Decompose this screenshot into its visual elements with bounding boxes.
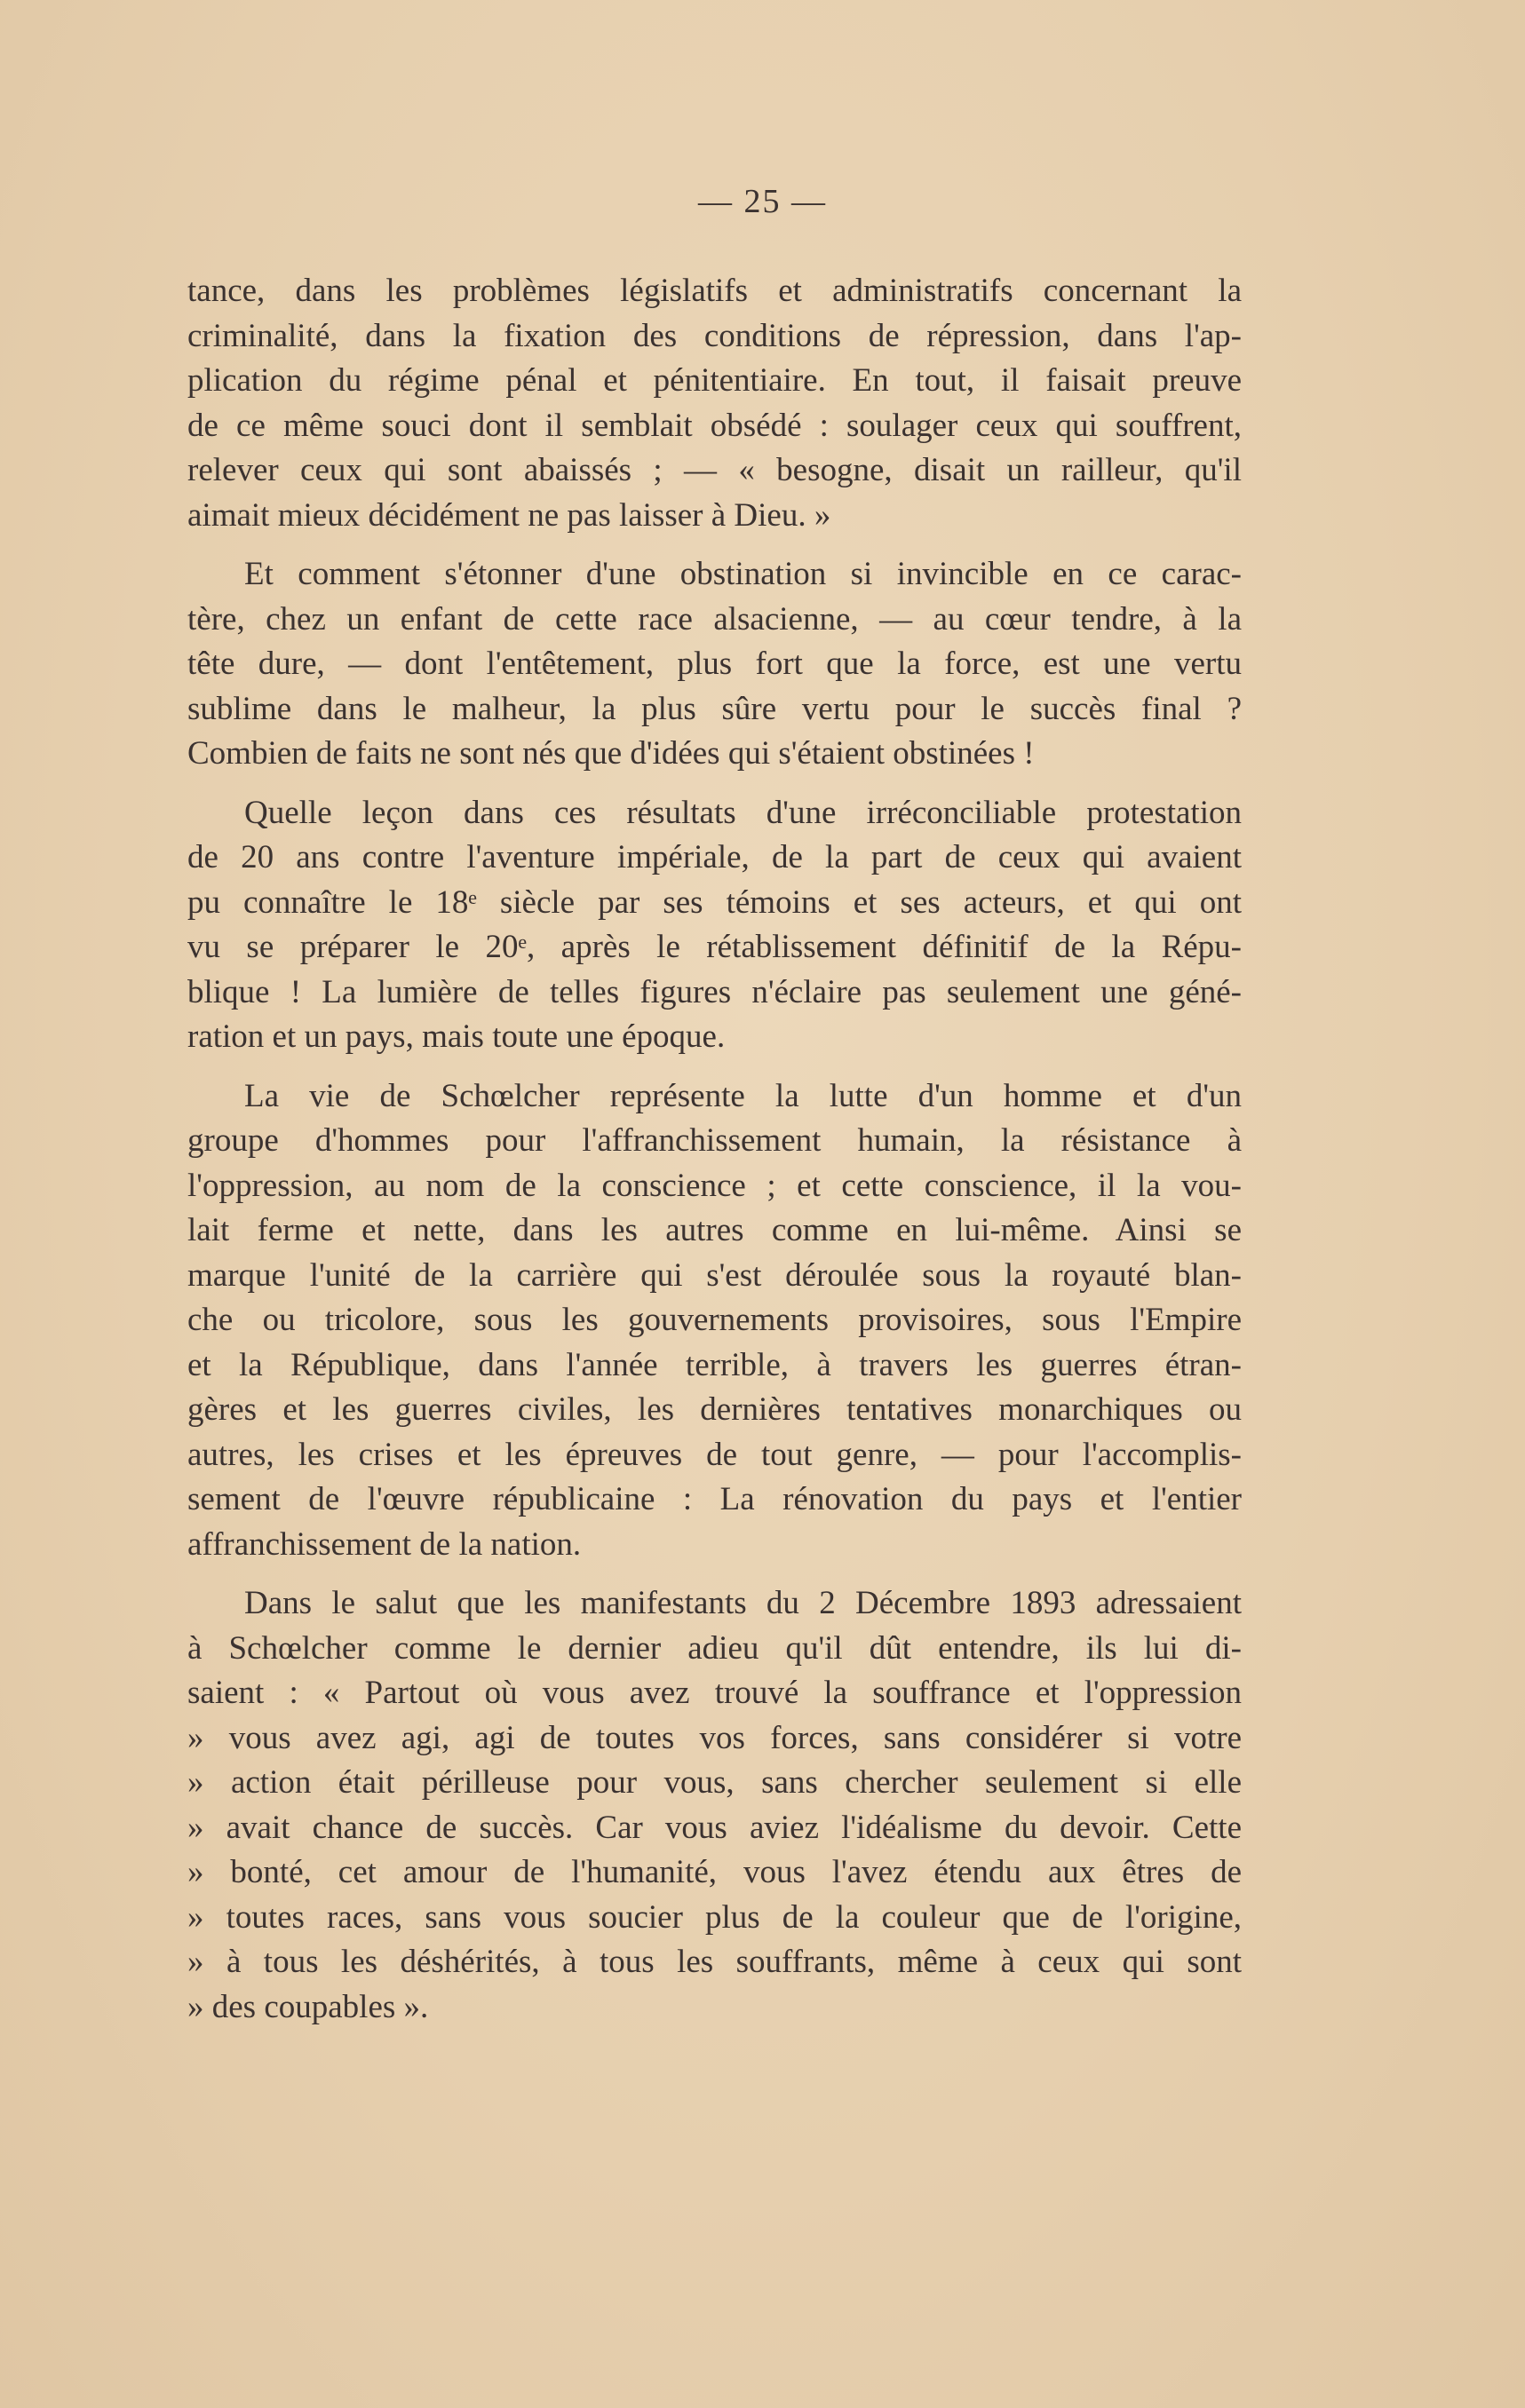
- text-line: Quelle leçon dans ces résultats d'une irréconciliable protestation: [244, 794, 1242, 831]
- page-number: — 25 —: [698, 183, 827, 220]
- text-line: relever ceux qui sont abaissés ; — « besogne, disait un railleur, qu'il: [187, 452, 1242, 488]
- text-line: saient : « Partout où vous avez trouvé la souffrance et l'oppression: [187, 1675, 1242, 1711]
- text-line: ration et un pays, mais toute une époque.: [187, 1018, 726, 1055]
- text-line: et la République, dans l'année terrible, à travers les guerres étran-: [187, 1346, 1242, 1383]
- text-line: » avait chance de succès. Car vous aviez l'idéalisme du devoir. Cette: [187, 1809, 1242, 1846]
- text-line: plication du régime pénal et pénitentiaire. En tout, il faisait preuve: [187, 362, 1242, 399]
- paragraph: [187, 791, 1242, 1060]
- text-line: de 20 ans contre l'aventure impériale, de la part de ceux qui avaient: [187, 839, 1242, 875]
- text-line: gères et les guerres civiles, les dernières tentatives monarchiques ou: [187, 1391, 1242, 1428]
- text-line: l'oppression, au nom de la conscience ; et cette conscience, il la vou-: [187, 1167, 1242, 1204]
- text-line: » des coupables ».: [187, 1988, 429, 2025]
- body-text: [187, 269, 1242, 2044]
- paragraph: [187, 552, 1242, 777]
- text-line: » bonté, cet amour de l'humanité, vous l'avez étendu aux êtres de: [187, 1854, 1242, 1890]
- text-line: criminalité, dans la fixation des conditions de répression, dans l'ap-: [187, 317, 1242, 354]
- text-line: pu connaître le 18ᵉ siècle par ses témoins et ses acteurs, et qui ont: [187, 883, 1242, 921]
- paragraph: [187, 269, 1242, 538]
- text-line: sublime dans le malheur, la plus sûre vertu pour le succès final ?: [187, 690, 1242, 727]
- text-line: affranchissement de la nation.: [187, 1525, 582, 1563]
- paragraph: [187, 1074, 1242, 1568]
- text-line: » toutes races, sans vous soucier plus de la couleur que de l'origine,: [187, 1898, 1242, 1936]
- text-line: à Schœlcher comme le dernier adieu qu'il dût entendre, ils lui di-: [187, 1629, 1242, 1667]
- text-line: » vous avez agi, agi de toutes vos forces, sans considérer si votre: [187, 1719, 1242, 1756]
- text-line: marque l'unité de la carrière qui s'est déroulée sous la royauté blan-: [187, 1256, 1242, 1294]
- text-line: aimait mieux décidément ne pas laisser à Dieu. »: [187, 496, 831, 534]
- text-line: tête dure, — dont l'entêtement, plus fort que la force, est une vertu: [187, 646, 1242, 682]
- text-line: » action était périlleuse pour vous, sans chercher seulement si elle: [187, 1764, 1242, 1801]
- text-line: tance, dans les problèmes législatifs et administratifs concernant la: [187, 273, 1242, 309]
- text-line: vu se préparer le 20ᵉ, après le rétablissement définitif de la Répu-: [187, 929, 1242, 965]
- text-line: blique ! La lumière de telles figures n'éclaire pas seulement une géné-: [187, 973, 1242, 1010]
- text-line: che ou tricolore, sous les gouvernements provisoires, sous l'Empire: [187, 1302, 1242, 1338]
- text-line: autres, les crises et les épreuves de tout genre, — pour l'accomplis-: [187, 1436, 1242, 1473]
- text-line: Et comment s'étonner d'une obstination si invincible en ce carac-: [244, 556, 1242, 592]
- text-line: lait ferme et nette, dans les autres comme en lui-même. Ainsi se: [187, 1212, 1242, 1248]
- text-line: Combien de faits ne sont nés que d'idées qui s'étaient obstinées !: [187, 735, 1035, 772]
- text-line: de ce même souci dont il semblait obsédé : soulager ceux qui souffrent,: [187, 407, 1242, 444]
- text-line: groupe d'hommes pour l'affranchissement humain, la résistance à: [187, 1122, 1242, 1159]
- text-line: sement de l'œuvre républicaine : La rénovation du pays et l'entier: [187, 1481, 1242, 1517]
- text-line: Dans le salut que les manifestants du 2 Décembre 1893 adressaient: [244, 1585, 1242, 1621]
- text-line: » à tous les déshérités, à tous les souffrants, même à ceux qui sont: [187, 1944, 1242, 1980]
- text-line: La vie de Schœlcher représente la lutte d'un homme et d'un: [244, 1077, 1242, 1114]
- paragraph: [187, 1581, 1242, 2030]
- text-line: tère, chez un enfant de cette race alsacienne, — au cœur tendre, à la: [187, 600, 1242, 638]
